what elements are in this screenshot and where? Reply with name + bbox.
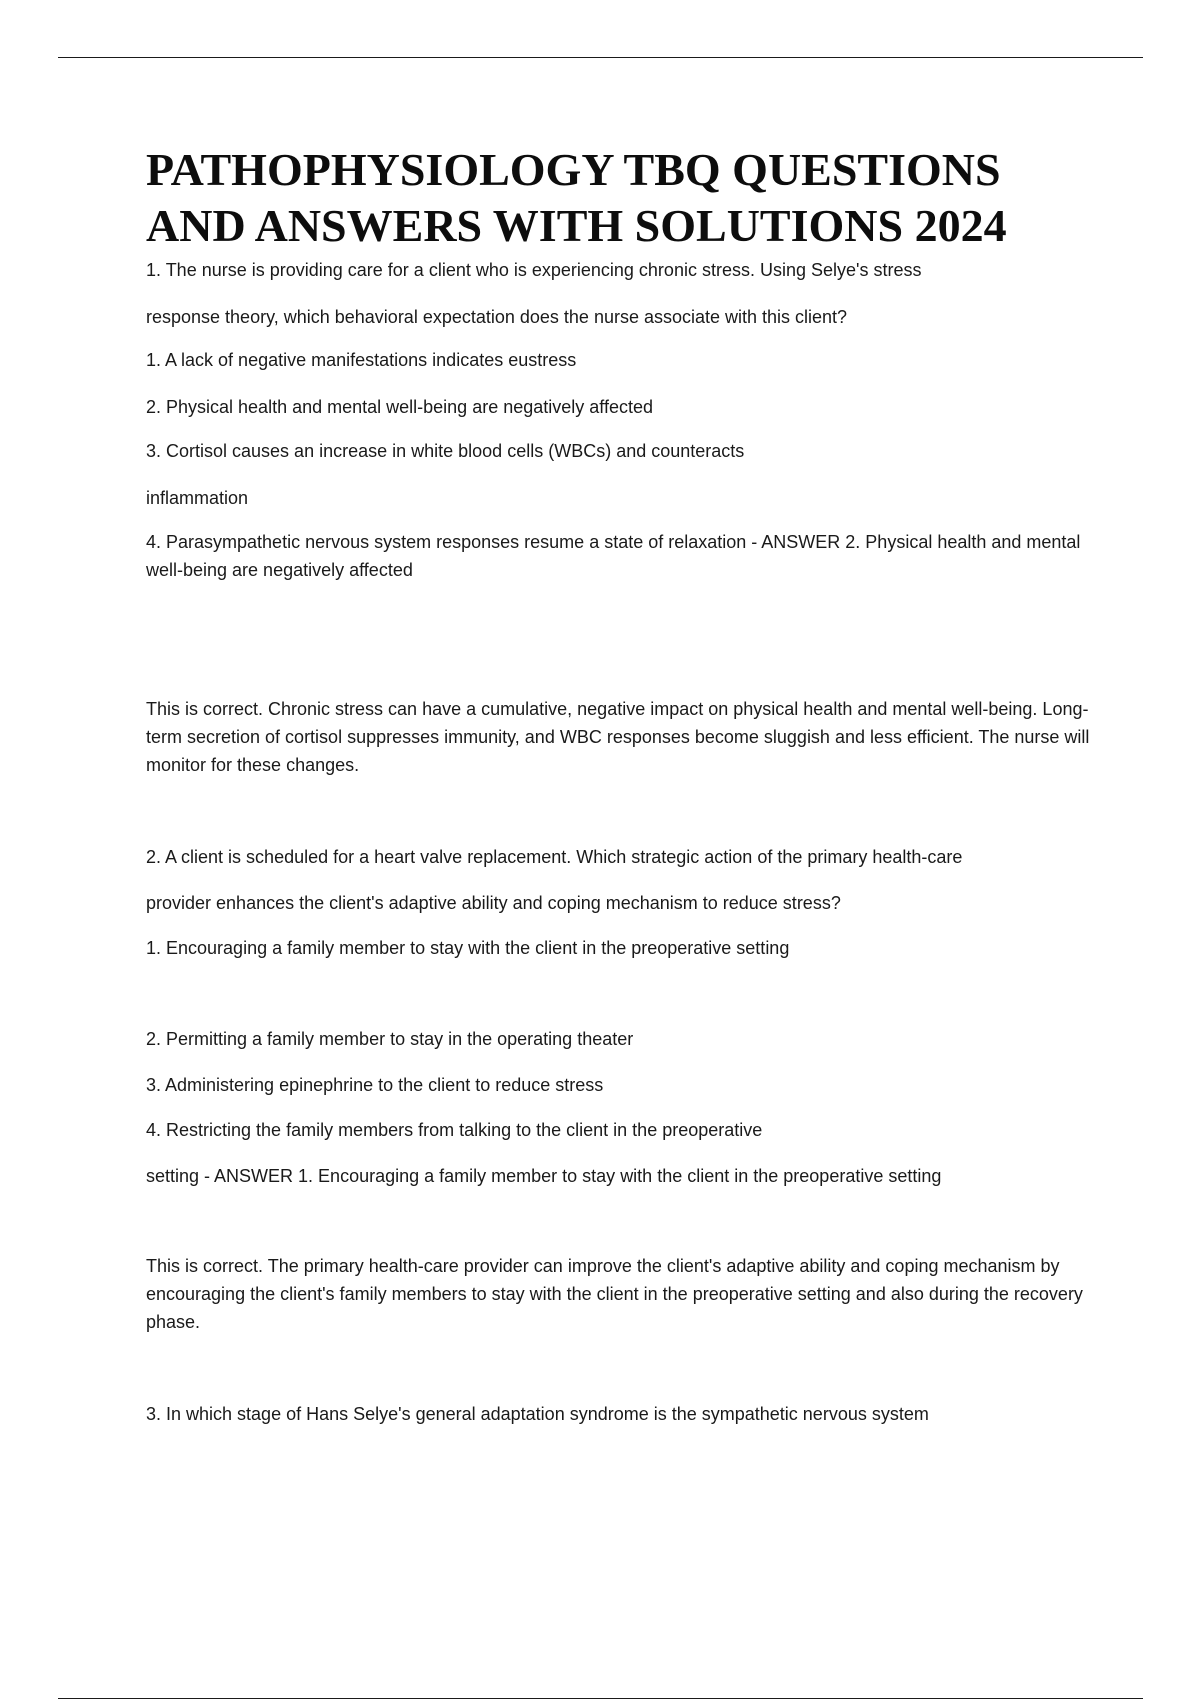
title-line-2: AND ANSWERS WITH SOLUTIONS 2024	[146, 200, 1007, 251]
q2-stem-line-2: provider enhances the client's adaptive ability and coping mechanism to reduce stress?	[146, 893, 841, 913]
q2-option-3: 3. Administering epinephrine to the client to reduce stress	[146, 1075, 604, 1095]
q2-stem-line-1: 2. A client is scheduled for a heart valve replacement. Which strategic action of the primary health-care	[146, 847, 963, 867]
q1-explanation: This is correct. Chronic stress can have a cumulative, negative impact on physical health and mental well-being. Long-term secretion of cortisol suppresses immunity, and WBC responses become sluggish and less efficient. The nurse will monitor for these changes.	[146, 699, 1090, 775]
q2-option-2: 2. Permitting a family member to stay in the operating theater	[146, 1029, 634, 1049]
document-title	[146, 142, 1146, 254]
title-line-1: PATHOPHYSIOLOGY TBQ QUESTIONS	[146, 144, 1001, 195]
bottom-rule	[58, 1698, 1143, 1699]
q1-option-3-line-2: inflammation	[146, 488, 249, 508]
q2-option-4-line-1: 4. Restricting the family members from talking to the client in the preoperative	[146, 1120, 763, 1140]
q1-option-1: 1. A lack of negative manifestations indicates eustress	[146, 350, 577, 370]
q2-explanation: This is correct. The primary health-care provider can improve the client's adaptive ability and coping mechanism by encouraging the client's family members to stay with the client in the preoperative setting and also during the recovery phase.	[146, 1256, 1083, 1332]
q2-option-4-line-2: setting - ANSWER 1. Encouraging a family member to stay with the client in the preoperative setting	[146, 1166, 942, 1186]
q1-option-3-line-1: 3. Cortisol causes an increase in white blood cells (WBCs) and counteracts	[146, 441, 745, 461]
q1-option-2: 2. Physical health and mental well-being are negatively affected	[146, 397, 653, 417]
q2-option-1: 1. Encouraging a family member to stay with the client in the preoperative setting	[146, 938, 790, 958]
q1-stem-line-1: 1. The nurse is providing care for a client who is experiencing chronic stress. Using Selye's stress	[146, 260, 922, 280]
q1-option-4-answer: 4. Parasympathetic nervous system responses resume a state of relaxation - ANSWER 2. Physical health and mental well-being are negatively affected	[146, 532, 1081, 580]
q1-stem-line-2: response theory, which behavioral expectation does the nurse associate with this client?	[146, 307, 848, 327]
top-rule	[58, 57, 1143, 58]
q3-stem-line-1: 3. In which stage of Hans Selye's general adaptation syndrome is the sympathetic nervous system	[146, 1404, 929, 1424]
